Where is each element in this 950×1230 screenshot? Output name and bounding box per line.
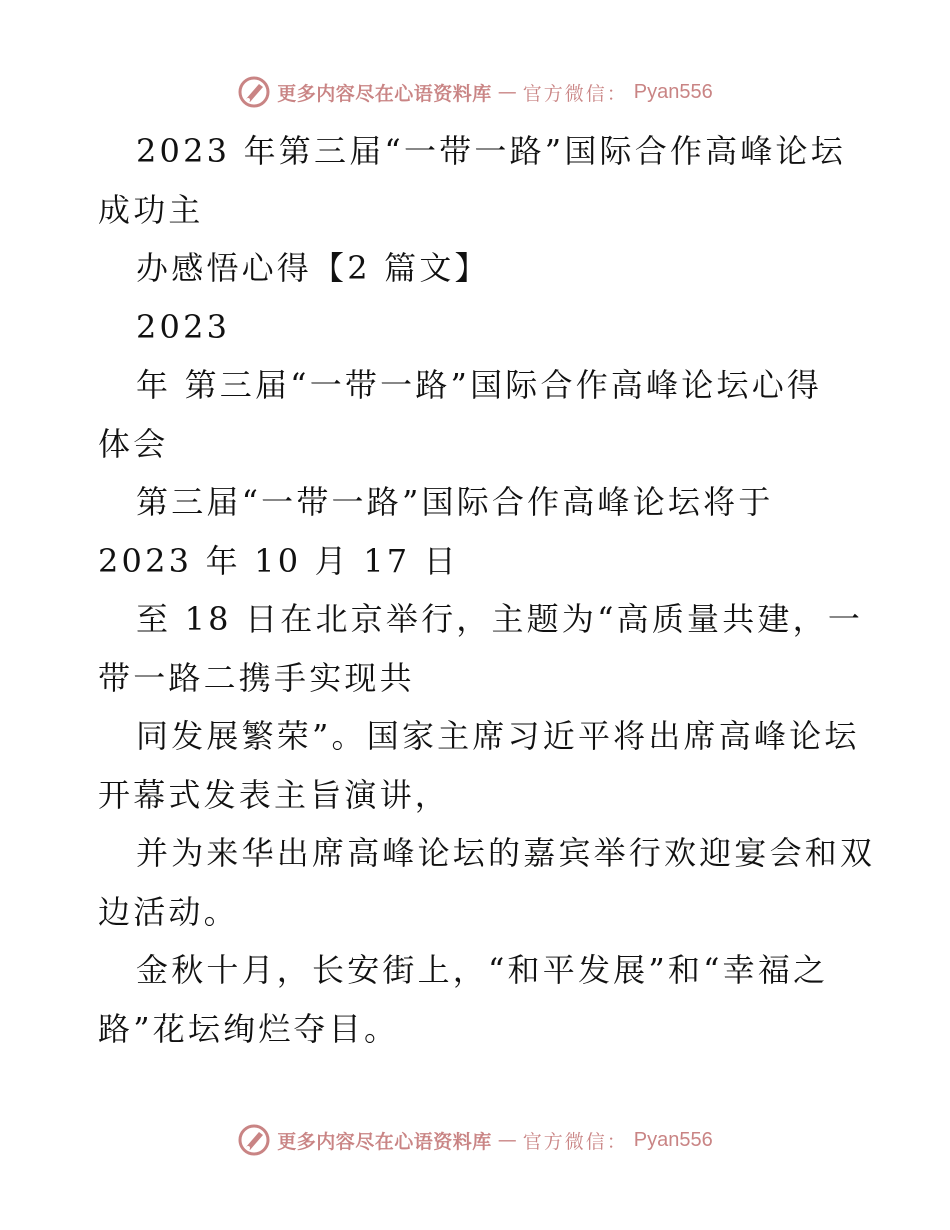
header-watermark [0,70,950,114]
doc-line: 带一路二携手实现共 [98,658,415,697]
doc-line: 金秋十月，长安街上，“和平发展”和“幸福之 [136,951,829,989]
watermark-text: 更多内容尽在心语资料库 [277,1130,492,1153]
doc-line: 第三届“一带一路”国际合作高峰论坛将于 [136,483,774,521]
watermark-separator: — [497,81,517,103]
doc-line: 同发展繁荣”。国家主席习近平将出席高峰论坛 [136,717,860,755]
doc-line: 成功主 [98,190,204,229]
doc-line: 并为来华出席高峰论坛的嘉宾举行欢迎宴会和双 [136,834,876,872]
pen-seal-icon [237,1123,271,1157]
doc-line: 年 第三届“一带一路”国际合作高峰论坛心得 [136,366,823,404]
doc-line: 体会 [98,424,169,463]
doc-line: 2023 年 10 月 17 日 [98,541,459,580]
watermark-text: 更多内容尽在心语资料库 [277,82,492,105]
watermark-label: 官方微信： [522,82,628,105]
doc-line: 办感悟心得【2 篇文】 [136,249,490,287]
watermark-id: Pyan556 [633,1128,713,1151]
footer-watermark [0,1118,950,1162]
watermark-label: 官方微信： [522,1130,628,1153]
doc-line: 路”花坛绚烂夺目。 [98,1009,400,1048]
pen-seal-icon [237,75,271,109]
doc-line: 边活动。 [98,892,239,931]
document-body [98,122,876,1058]
doc-line: 2023 [136,307,231,346]
watermark-id: Pyan556 [633,80,713,103]
doc-line: 2023 年第三届“一带一路”国际合作高峰论坛 [136,132,846,170]
watermark-separator: — [497,1129,517,1151]
doc-line: 开幕式发表主旨演讲， [98,775,451,814]
doc-line: 至 18 日在北京举行，主题为“高质量共建，一 [136,600,864,638]
